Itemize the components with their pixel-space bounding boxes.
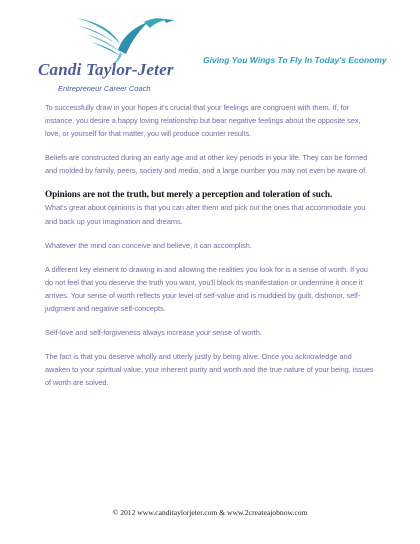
tagline: Giving You Wings To Fly In Today's Economy [203, 55, 387, 65]
footer-copyright: © 2012 www.canditaylorjeter.com & www.2createajobnow.com [112, 508, 308, 517]
paragraph-deserve: The fact is that you deserve wholly and utterly justly by being alive. Once you acknowledge and awaken to your spiritual value, your inherent purity and worth and the true nature of your being, issues of worth are solved. [45, 352, 374, 388]
bird-logo-icon [70, 8, 188, 66]
paragraph-conceive: Whatever the mind can conceive and believe, it can accomplish. [45, 240, 252, 250]
paragraph-intro: To successfully draw in your hopes it's crucial that your feelings are congruent with them. If, for instance, you desire a happy loving relationship but bear negative feelings about the opposite sex, love, or yourself for that matter, you will produce counter results. [45, 103, 361, 139]
opinions-heading: Opinions are not the truth, but merely a perception and toleration of such. [45, 189, 333, 200]
paragraph-opinions: What's great about opinions is that you can alter them and pick out the ones that accommodate you and back up your imagination and dreams. [45, 203, 366, 226]
article-body [45, 101, 375, 390]
paragraph-beliefs: Beliefs are constructed during an early age and at other key periods in your life. They can be formed and molded by family, peers, society and media, and a large number you may not even be aware of. [45, 153, 368, 176]
paragraph-self-love: Self-love and self-forgiveness always increase your sense of worth. [45, 328, 262, 338]
brand-subtitle: Entrepreneur Career Coach [58, 84, 151, 93]
brand-name: Candi Taylor-Jeter [38, 60, 174, 79]
paragraph-worth: A different key element to drawing in and allowing the realities you look for is a sense of worth. If you do not feel that you deserve the truth you want, you'll block its manifestation or undermine it once it arrives. Your sense of worth reflects your level of self-value and is muddied by guilt, dishonor, self-judgment and negative self-concepts. [45, 264, 368, 314]
logo [38, 8, 198, 98]
